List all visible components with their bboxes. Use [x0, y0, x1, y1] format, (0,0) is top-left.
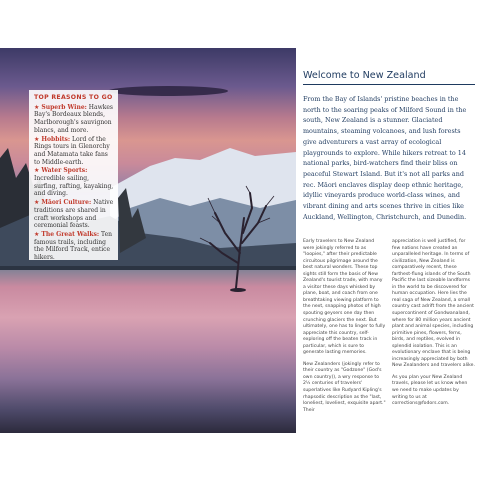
- star-icon: ★: [34, 199, 40, 207]
- page-title: Welcome to New Zealand: [303, 70, 426, 81]
- reason-item: [34, 199, 114, 230]
- star-icon: ★: [34, 167, 40, 175]
- body-paragraph: appreciation is well justified, for few nations have created an unparalleled heritage. In terms of civilization, New Zealand is comparatively recent, these farthest-flung islands of the South Pacific the last sizeable landforms in the world to be discovered for human occupation. Here lies the real saga of New Zealand, a small country cast adrift from the ancient supercontinent of Gondwanaland, where for 80 million years ancient plant and animal species, including primitive pines, flowers, ferns, birds, and reptiles, evolved in splendid isolation. This is an evolutionary enclave that is being increasingly appreciated by both New Zealanders and travelers alike.: [392, 239, 475, 369]
- body-paragraph: Early travelers to New Zealand were jokingly referred to as "loopies," after their predictable circuitous pilgrimage around the best natural wonders. These top sights still form the basis of New Zealand's tourist trade, with many a visitor these days whisked by plane, boat, and coach from one breathtaking viewing platform to the next, snapping photos of high spouting geysers one day then crunching glaciers the next. But ultimately, one has to linger to fully appreciate this country, self-exploring off the beaten track in particular, which is sure to generate lasting memories.: [303, 239, 386, 356]
- star-icon: ★: [34, 103, 40, 111]
- top-reasons-box: [29, 90, 118, 260]
- reason-text: Ten famous trails, including the Milford Track, entice hikers.: [34, 230, 112, 262]
- reason-text: Native traditions are shared in craft workshops and ceremonial feasts.: [34, 199, 114, 230]
- title-divider: [303, 84, 475, 85]
- body-paragraph: New Zealanders (jokingly refer to their country as "Godzone" (God's own country)), a wry response to 2½ centuries of travelers' superlatives like Rudyard Kipling's rhapsodic description as the "last, loneliest, loveliest, exquisite apart." Their: [303, 361, 386, 413]
- body-column-left: [303, 239, 386, 419]
- star-icon: ★: [34, 230, 40, 238]
- reasons-title: TOP REASONS TO GO: [34, 94, 113, 101]
- reason-head: Superb Wine:: [41, 103, 87, 111]
- reason-head: Water Sports:: [41, 167, 88, 175]
- reason-head: The Great Walks:: [41, 230, 100, 238]
- body-paragraph: As you plan your New Zealand travels, please let us know when we need to make updates by writing to us at corrections@fodors.com.: [392, 374, 468, 407]
- reason-item: [34, 104, 114, 135]
- reason-item: [34, 231, 114, 262]
- reason-item: [34, 136, 114, 167]
- reason-head: Māori Culture:: [41, 199, 92, 207]
- reason-text: Incredible sailing, surfing, rafting, kayaking, and diving.: [34, 175, 114, 198]
- lead-paragraph: From the Bay of Islands' pristine beaches in the north to the soaring peaks of Milford Sound in the south, New Zealand is a stunner. Glaciated mountains, steaming volcanoes, and lush forests give adventurers a vast array of ecological playgrounds to explore. While hikers retreat to 14 national parks, bird-watchers find their bliss on peaceful Stewart Island. But it's not all parks and rec. Māori enclaves display deep ethnic heritage, idyllic vineyards produce world-class wines, and vibrant dining and arts scenes thrive in cities like Auckland, Wellington, Christchurch, and Dunedin.: [303, 95, 467, 221]
- reason-head: Hobbits:: [41, 135, 71, 143]
- body-column-right: [392, 239, 475, 419]
- body-columns: [303, 239, 475, 419]
- article-header: [303, 48, 475, 222]
- star-icon: ★: [34, 135, 40, 143]
- reason-text: Hawkes Bay's Bordeaux blends, Marlborough's sauvignon blancs, and more.: [34, 103, 113, 134]
- reason-text: Lord of the Rings tours in Glenorchy and Matamata take fans to Middle-earth.: [34, 135, 110, 166]
- reason-item: [34, 167, 114, 198]
